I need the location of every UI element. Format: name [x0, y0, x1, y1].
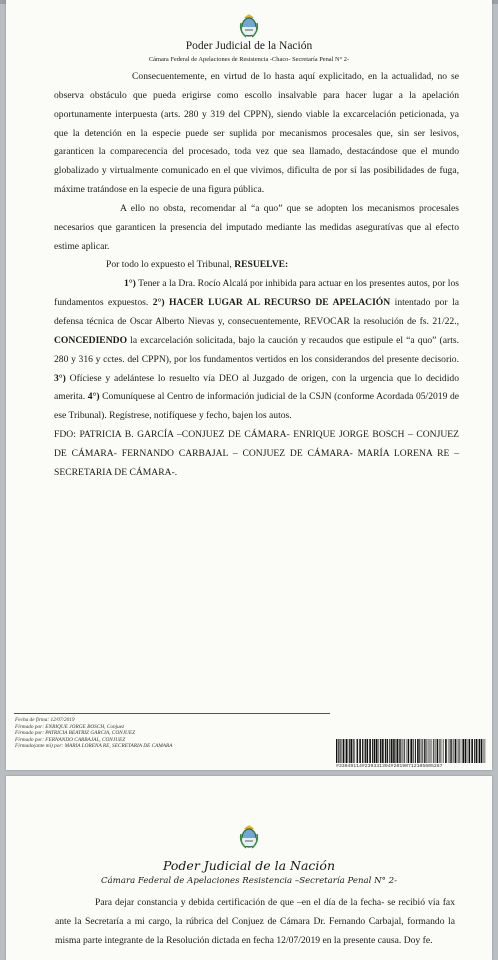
- barcode-bar: [404, 739, 405, 763]
- barcode-bar: [481, 739, 483, 763]
- barcode-bar: [406, 739, 407, 763]
- barcode-bar: [433, 739, 434, 763]
- barcode-bar: [424, 739, 425, 763]
- court-subtitle: Cámara Federal de Apelaciones de Resistencia -Chaco- Secretaría Penal N° 2-: [148, 56, 350, 63]
- barcode-bar: [378, 739, 379, 763]
- barcode-bar: [462, 739, 464, 763]
- barcode-bar: [350, 739, 352, 763]
- argentina-coat-of-arms-icon: [237, 9, 261, 39]
- barcode-bar: [461, 739, 462, 763]
- barcode-bar: [385, 739, 387, 763]
- resolution-body: [54, 68, 459, 483]
- barcode-bar: [467, 739, 468, 763]
- barcode-bar: [442, 739, 443, 763]
- signature-line: Firmado por: ENRIQUE JORGE BOSCH, Conjuez: [15, 723, 125, 730]
- barcode-bar: [345, 739, 346, 763]
- barcode-bar: [465, 739, 467, 763]
- barcode-bar: [450, 739, 451, 763]
- barcode-bar: [380, 739, 382, 763]
- argentina-coat-of-arms-icon: [237, 820, 261, 850]
- barcode-bar: [391, 739, 393, 763]
- barcode-bar: [429, 739, 430, 763]
- barcode-bar: [343, 739, 345, 763]
- barcode-bar: [455, 739, 457, 763]
- barcode-bar: [346, 739, 348, 763]
- barcode-bar: [459, 739, 460, 763]
- barcode-bar: [374, 739, 376, 763]
- barcode-bar: [485, 739, 486, 763]
- barcode-bar: [451, 739, 452, 763]
- court-title: Poder Judicial de la Nación: [185, 40, 313, 52]
- barcode-bar: [387, 739, 388, 763]
- barcode-bar: [445, 739, 447, 763]
- barcode-bar: [339, 739, 340, 763]
- barcode-bar: [396, 739, 398, 763]
- barcode-bar: [417, 739, 419, 763]
- paragraph-signatories: FDO: PATRICIA B. GARCÍA –CONJUEZ DE CÁMARA- ENRIQUE JORGE BOSCH – CONJUEZ DE CÁMARA- FERNANDO CARBAJAL – CONJUEZ DE CÁMARA- MARÍA LORENA RE – SECRETARIA DE CÁMARA-.: [54, 429, 459, 478]
- barcode-bar: [400, 739, 401, 763]
- barcode-bar: [410, 739, 412, 763]
- paragraph-resolves: Por todo lo expuesto el Tribunal, RESUELVE:: [106, 259, 289, 271]
- barcode-bar: [476, 739, 478, 763]
- signature-divider: [14, 713, 330, 714]
- barcode-bar: [376, 739, 378, 763]
- barcode-bar: [365, 739, 366, 763]
- barcode-bar: [395, 739, 396, 763]
- barcode-image: [336, 739, 486, 763]
- barcode-bar: [436, 739, 437, 763]
- barcode-bar: [430, 739, 431, 763]
- resuelve-label: RESUELVE:: [234, 259, 289, 271]
- barcode-bar: [415, 739, 416, 763]
- barcode-bar: [399, 739, 400, 763]
- document-page-2: [6, 776, 492, 960]
- document-page-1: [6, 0, 492, 770]
- paragraph-recommendation: A ello no obsta, recomendar al “a quo” que se adopten los mecanismos procesales necesarios que garanticen la presencia del imputado mediante las medidas aseguratívas que al efecto estime aplicar.: [54, 202, 459, 252]
- barcode-bar: [359, 739, 361, 763]
- barcode-bar: [484, 739, 485, 763]
- barcode-bar: [408, 739, 410, 763]
- barcode-bar: [443, 739, 444, 763]
- barcode-bar: [369, 739, 371, 763]
- digital-signatures: [15, 717, 172, 750]
- barcode-bar: [382, 739, 384, 763]
- barcode-bar: [372, 739, 373, 763]
- barcode-bar: [356, 739, 357, 763]
- barcode-bar: [437, 739, 439, 763]
- barcode-bar: [367, 739, 369, 763]
- barcode-bar: [340, 739, 341, 763]
- barcode-bar: [336, 739, 337, 763]
- barcode-bar: [389, 739, 390, 763]
- barcode-bar: [354, 739, 355, 763]
- barcode-bar: [422, 739, 423, 763]
- signature-line: Firmado por: FERNANDO CARBAJAL, CONJUEZ: [15, 736, 126, 743]
- paragraph-resolutions: 1°) Tener a la Dra. Rocío Alcalá por inhibida para actuar en los presentes autos, por los fundamentos expuestos. 2°) HACER LUGAR AL RECURSO DE APELACIÓN intentado por la defensa técnica de Oscar Alberto Nievas y, consecuentemente, REVOCAR la resolución de fs. 21/22., CONCEDIENDO la excarcelación solicitada, bajo la caución y recaudos que estipule el “a quo” (arts. 280 y 316 y cctes. del CPPN), por los fundamentos vertidos en los considerandos del presente decisorio. 3°) Ofíciese y adelántese lo resuelto vía DEO al Juzgado de origen, con la urgencia que lo decidido amerita. 4°) Comuníquese al Centro de información judicial de la CSJN (conforme Acordada 05/2019 de ese Tribunal). Regístrese, notifíquese y fecho, bajen los autos.: [54, 278, 460, 422]
- barcode-bar: [471, 739, 473, 763]
- barcode-bar: [454, 739, 455, 763]
- barcode-bar: [432, 739, 433, 763]
- court-subtitle-page-2: Cámara Federal de Apelaciones Resistencia –Secretaría Penal N° 2-: [100, 876, 397, 886]
- barcode-bar: [353, 739, 354, 763]
- barcode-bar: [338, 739, 339, 763]
- barcode-bar: [413, 739, 414, 763]
- barcode-bar: [425, 739, 426, 763]
- paragraph-considerations: Consecuentemente, en virtud de lo hasta aquí explicitado, en la actualidad, no se observa obstáculo que pueda erigirse como escollo insalvable para hacer lugar a la apelación oportunamente interpuesta (arts. 280 y 319 del CPPN), siendo viable la excarcelación peticionada, ya que la detención en la especie puede ser suplida por mecanismos procesales que, sin ser lesivos, garanticen la comparecencia del procesado, toda vez que sea llamado, destacándose que el mundo globalizado y virtualmente comunicado en el que vivimos, dificulta de por sí las posibilidades de fuga, máxime tratándose en la especie de una figura pública.: [54, 71, 459, 196]
- barcode-bar: [357, 739, 358, 763]
- barcode-bar: [439, 739, 440, 763]
- barcode-bar: [393, 739, 395, 763]
- barcode-bar: [349, 739, 350, 763]
- barcode-bar: [364, 739, 365, 763]
- barcode-bar: [479, 739, 481, 763]
- barcode-bar: [448, 739, 449, 763]
- barcode-bar: [469, 739, 471, 763]
- barcode-bar: [419, 739, 420, 763]
- barcode-bar: [428, 739, 429, 763]
- barcode-bar: [402, 739, 403, 763]
- certification-body: [55, 894, 455, 951]
- court-title-page-2: Poder Judicial de la Nación: [162, 858, 336, 873]
- barcode-bar: [474, 739, 475, 763]
- barcode-bar: [457, 739, 458, 763]
- signature-line: Firmado(ante mi) por: MARIA LORENA RE, SECRETARIA DE CAMARA: [15, 743, 173, 750]
- barcode-bar: [362, 739, 363, 763]
- barcode-number: #33049114#239331394#20190712105605287: [336, 764, 443, 769]
- signature-line: Fecha de firma: 12/07/2019: [15, 717, 75, 723]
- certification-paragraph: Para dejar constancia y debida certificación de que –en el día de la fecha- se recibió vía fax ante la Secretaría a mi cargo, la rúbrica del Conjuez de Cámara Dr. Fernando Carbajal, formando la misma parte integrante de la Resolución dictada en fecha 12/07/2019 en la presente causa. Doy fe.: [55, 897, 455, 946]
- signature-line: Firmado por: PATRICIA BEATRIZ GARCIA, CONJUEZ: [15, 730, 136, 737]
